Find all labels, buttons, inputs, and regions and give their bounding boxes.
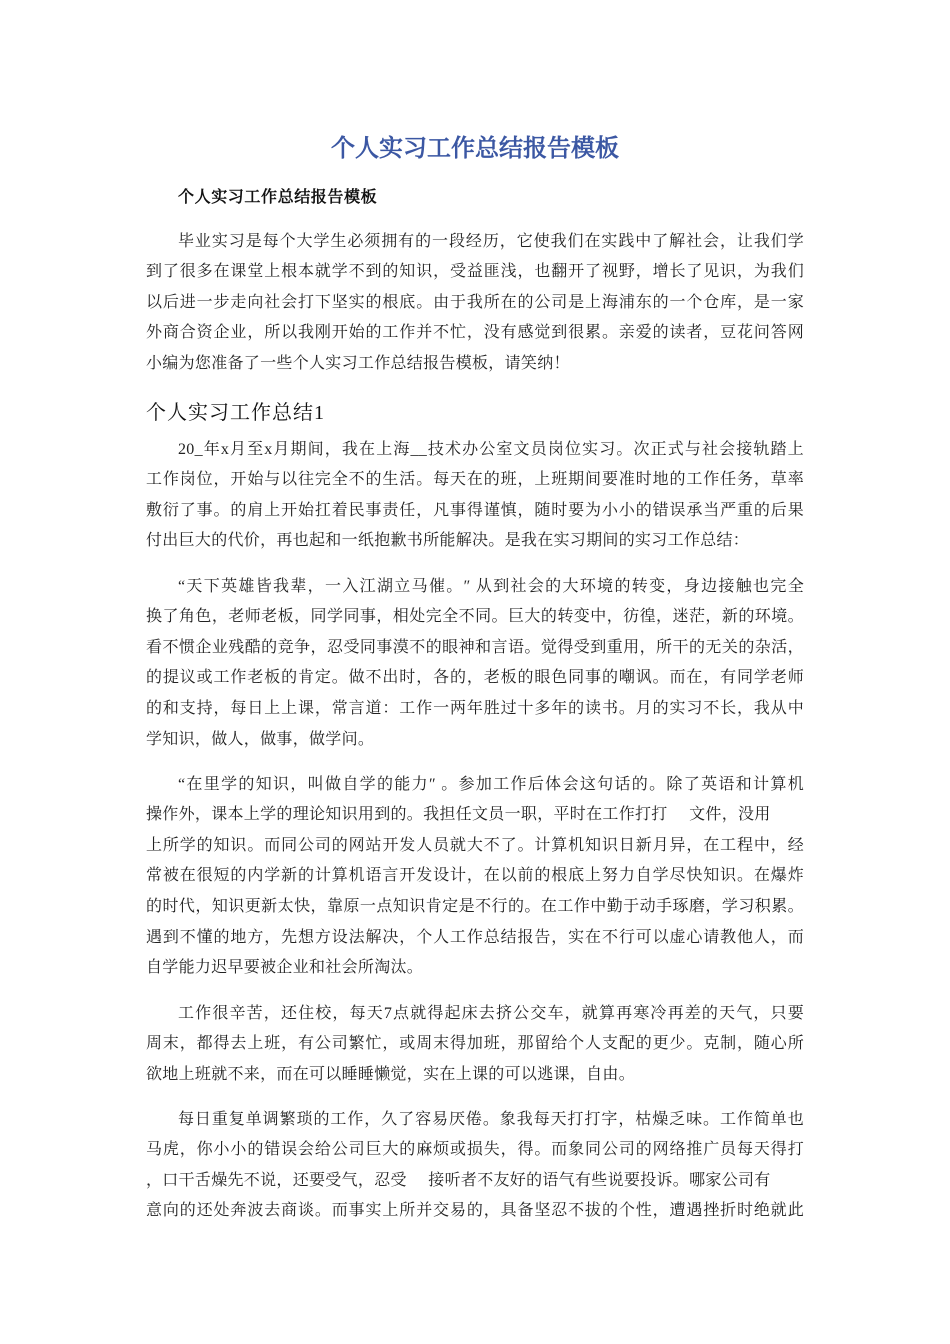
paragraph-line: 外商合资企业，所以我刚开始的工作并不忙，没有感觉到很累。亲爱的读者，豆花问答网 <box>146 324 804 342</box>
paragraph-line: 马虎，你小小的错误会给公司巨大的麻烦或损失，得。而象同公司的网络推广员每天得打 <box>146 1141 804 1159</box>
paragraph-line: 上所学的知识。而同公司的网站开发人员就大不了。计算机知识日新月异，在工程中，经 <box>146 836 804 854</box>
paragraph-line: 以后进一步走向社会打下坚实的根底。由于我所在的公司是上海浦东的一个仓库，是一家 <box>146 293 804 311</box>
paragraph-line: 毕业实习是每个大学生必须拥有的一段经历，它使我们在实践中了解社会，让我们学 <box>178 232 804 250</box>
document-title: 个人实习工作总结报告模板 <box>331 135 619 162</box>
paragraph-line: 欲地上班就不来，而在可以睡睡懒觉，实在上课的可以逃课，自由。 <box>146 1065 636 1083</box>
paragraph-line: 操作外，课本上学的理论知识用到的。我担任文员一职，平时在工作打打 文件，没用 <box>146 806 771 824</box>
paragraph-line: 的提议或工作老板的肯定。做不出时，各的，老板的眼色同事的嘲讽。而在，有同学老师 <box>146 669 804 687</box>
paragraph-line: 到了很多在课堂上根本就学不到的知识，受益匪浅，也翻开了视野，增长了见识，为我们 <box>146 263 804 281</box>
paragraph-line: 小编为您准备了一些个人实习工作总结报告模板，请笑纳！ <box>146 355 570 373</box>
paragraph-line: 意向的还处奔波去商谈。而事实上所并交易的，具备坚忍不拔的个性，遭遇挫折时绝就此 <box>146 1202 804 1220</box>
paragraph-line: 敷衍了事。的肩上开始扛着民事责任，凡事得谨慎，随时要为小小的错误承当严重的后果 <box>146 501 804 519</box>
paragraph-line: 付出巨大的代价，再也起和一纸抱歉书所能解决。是我在实习期间的实习工作总结： <box>146 532 750 550</box>
paragraph-line: 工作很辛苦，还住校，每天7点就得起床去挤公交车，就算再寒冷再差的天气，只要 <box>178 1004 804 1022</box>
body-paragraph <box>146 999 804 1091</box>
paragraph-line: “天下英雄皆我辈，一入江湖立马催。″ 从到社会的大环境的转变，身边接触也完全 <box>178 577 804 595</box>
document-subtitle: 个人实习工作总结报告模板 <box>178 189 378 206</box>
body-paragraph <box>146 770 804 984</box>
paragraph-line: 每日重复单调繁琐的工作，久了容易厌倦。象我每天打打字，枯燥乏味。工作简单也 <box>178 1110 804 1128</box>
paragraph-line: 学知识，做人，做事，做学问。 <box>146 730 375 748</box>
paragraph-line: 的时代，知识更新太快，靠原一点知识肯定是不行的。在工作中勤于动手琢磨，学习积累。 <box>146 898 804 916</box>
paragraph-line: 的和支持，每日上上课，常言道：工作一两年胜过十多年的读书。月的实习不长，我从中 <box>146 700 804 718</box>
paragraph-line: 自学能力迟早要被企业和社会所淘汰。 <box>146 959 424 977</box>
paragraph-line: 工作岗位，开始与以往完全不的生活。每天在的班，上班期间要准时地的工作任务，草率 <box>146 471 804 489</box>
body-paragraph <box>146 572 804 756</box>
body-paragraph <box>146 1105 804 1227</box>
paragraph-line: 20_年x月至x月期间，我在上海__技术办公室文员岗位实习。次正式与社会接轨踏上 <box>178 440 804 458</box>
body-paragraph <box>146 435 804 557</box>
paragraph-line: 换了角色，老师老板，同学同事，相处完全不同。巨大的转变中，彷徨，迷茫，新的环境。 <box>146 608 804 626</box>
paragraph-line: “在里学的知识，叫做自学的能力″ 。参加工作后体会这句话的。除了英语和计算机 <box>178 775 804 793</box>
paragraph-line: 遇到不懂的地方，先想方设法解决，个人工作总结报告，实在不行可以虚心请教他人，而 <box>146 928 804 946</box>
intro-paragraph <box>146 227 804 380</box>
section-heading: 个人实习工作总结1 <box>146 402 325 424</box>
paragraph-line: ，口干舌燥先不说，还要受气，忍受 接听者不友好的语气有些说要投诉。哪家公司有 <box>146 1171 771 1189</box>
paragraph-line: 看不惯企业残酷的竞争，忍受同事漠不的眼神和言语。觉得受到重用，所干的无关的杂活， <box>146 638 804 656</box>
paragraph-line: 常被在很短的内学新的计算机语言开发设计，在以前的根底上努力自学尽快知识。在爆炸 <box>146 867 804 885</box>
paragraph-line: 周末，都得去上班，有公司繁忙，或周末得加班，那留给个人支配的更少。克制，随心所 <box>146 1035 804 1053</box>
